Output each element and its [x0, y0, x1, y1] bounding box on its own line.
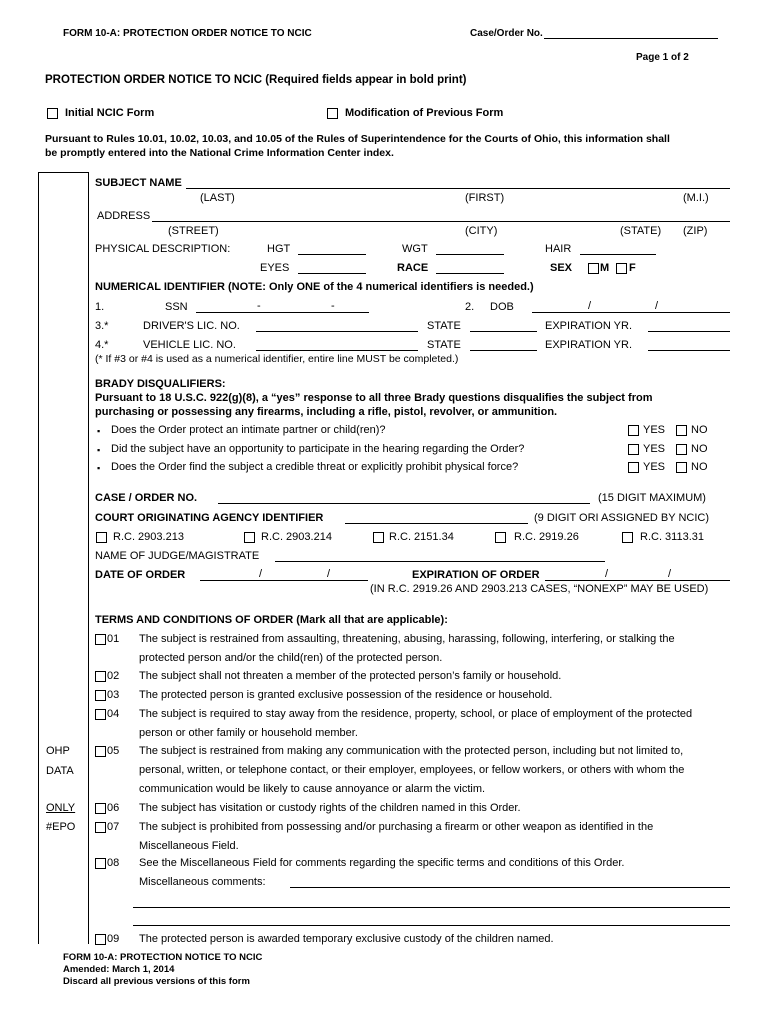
num3-label: 3.* [95, 320, 109, 332]
sex-m-label: M [600, 262, 610, 274]
term-01-code: 01 [107, 633, 120, 645]
judge-field[interactable] [275, 561, 605, 562]
term-02-text: The subject shall not threaten a member of the protected person’s family or household. [139, 670, 562, 682]
side-ohp-label: OHP [46, 745, 70, 757]
vehicle-state-label: STATE [427, 339, 461, 351]
rc-2903214-checkbox[interactable] [244, 532, 255, 543]
vehicle-exp-label: EXPIRATION YR. [545, 339, 633, 351]
first-label: (FIRST) [465, 192, 505, 204]
side-epo-label: #EPO [46, 821, 76, 833]
expiration-note: (IN R.C. 2919.26 AND 2903.213 CASES, “NONEXP” MAY BE USED) [370, 583, 709, 595]
side-left-border [38, 172, 39, 944]
drivers-state-field[interactable] [470, 331, 537, 332]
ssn-field[interactable] [196, 312, 369, 313]
case-order-note: (15 DIGIT MAXIMUM) [598, 492, 706, 504]
hair-field[interactable] [580, 254, 656, 255]
mi-label: (M.I.) [683, 192, 709, 204]
side-data-label: DATA [46, 765, 74, 777]
brady-q2-yes-checkbox[interactable] [628, 444, 639, 455]
rc-215134-label: R.C. 2151.34 [389, 531, 454, 543]
case-order-no-label: CASE / ORDER NO. [95, 492, 198, 504]
drivers-exp-field[interactable] [648, 331, 730, 332]
brady-text-2: purchasing or possessing any firearms, including a rifle, pistol, revolver, or ammunition. [95, 406, 558, 418]
term-07-code: 07 [107, 821, 120, 833]
term-04-text-1: The subject is required to stay away from the residence, property, school, or place of employment of the protected [139, 708, 693, 720]
rc-215134-checkbox[interactable] [373, 532, 384, 543]
misc-comments-field-3[interactable] [133, 925, 730, 926]
term-04-code: 04 [107, 708, 120, 720]
rc-291926-label: R.C. 2919.26 [514, 531, 579, 543]
term-09-code: 09 [107, 933, 120, 945]
wgt-field[interactable] [436, 254, 504, 255]
vehicle-lic-field[interactable] [256, 350, 418, 351]
numerical-identifier-heading: NUMERICAL IDENTIFIER (NOTE: Only ONE of the 4 numerical identifiers is needed.) [95, 281, 534, 293]
date-of-order-field[interactable] [200, 580, 368, 581]
drivers-state-label: STATE [427, 320, 461, 332]
brady-text-1: Pursuant to 18 U.S.C. 922(g)(8), a “yes” response to all three Brady questions disqualifies the subject from [95, 392, 653, 404]
initial-ncic-label: Initial NCIC Form [65, 107, 155, 119]
eyes-field[interactable] [298, 273, 366, 274]
term-06-checkbox[interactable] [95, 803, 106, 814]
side-only-label: ONLY [46, 802, 76, 814]
exp-slash-2: / [668, 568, 672, 580]
brady-q1-no-checkbox[interactable] [676, 425, 687, 436]
rc-291926-checkbox[interactable] [495, 532, 506, 543]
brady-q3-no-label: NO [691, 461, 708, 473]
pursuant-text-1: Pursuant to Rules 10.01, 10.02, 10.03, and 10.05 of the Rules of Superintendence for the Courts of Ohio, this information shall [45, 133, 670, 145]
initial-ncic-checkbox[interactable] [47, 108, 58, 119]
brady-q3: Does the Order find the subject a credible threat or explicitly prohibit physical force? [111, 461, 519, 473]
brady-q2: Did the subject have an opportunity to participate in the hearing regarding the Order? [111, 443, 525, 455]
rc-311331-label: R.C. 3113.31 [640, 531, 705, 543]
term-05-code: 05 [107, 745, 120, 757]
rc-2903214-label: R.C. 2903.214 [261, 531, 332, 543]
num4-label: 4.* [95, 339, 109, 351]
term-08-code: 08 [107, 857, 120, 869]
term-01-text-1: The subject is restrained from assaulting, threatening, abusing, harassing, following, interfering, or stalking the [139, 633, 675, 645]
brady-q3-no-checkbox[interactable] [676, 462, 687, 473]
case-order-no-field[interactable] [218, 503, 590, 504]
numerical-note: (* If #3 or #4 is used as a numerical identifier, entire line MUST be completed.) [95, 353, 459, 365]
state-label: (STATE) [620, 225, 662, 237]
term-01-checkbox[interactable] [95, 634, 106, 645]
modification-checkbox[interactable] [327, 108, 338, 119]
misc-comments-field-1[interactable] [290, 887, 730, 888]
misc-comments-field-2[interactable] [133, 907, 730, 908]
brady-q3-yes-label: YES [643, 461, 666, 473]
address-field[interactable] [152, 221, 730, 222]
brady-heading: BRADY DISQUALIFIERS: [95, 378, 226, 390]
drivers-lic-field[interactable] [256, 331, 418, 332]
term-05-text-1: The subject is restrained from making any communication with the protected person, including but not limited to, [139, 745, 684, 757]
term-07-checkbox[interactable] [95, 822, 106, 833]
brady-q1: Does the Order protect an intimate partner or child(ren)? [111, 424, 386, 436]
eyes-label: EYES [260, 262, 290, 274]
brady-q1-yes-checkbox[interactable] [628, 425, 639, 436]
num2-label: 2. [465, 301, 475, 313]
brady-q1-yes-label: YES [643, 424, 666, 436]
term-03-text: The protected person is granted exclusive possession of the residence or household. [139, 689, 553, 701]
date-of-order-label: DATE OF ORDER [95, 569, 186, 581]
side-top-line [38, 172, 88, 173]
term-03-checkbox[interactable] [95, 690, 106, 701]
expiration-of-order-label: EXPIRATION OF ORDER [412, 569, 540, 581]
sex-f-checkbox[interactable] [616, 263, 627, 274]
rc-2903213-checkbox[interactable] [96, 532, 107, 543]
ssn-dash-2: - [331, 300, 335, 312]
misc-comments-label: Miscellaneous comments: [139, 876, 266, 888]
wgt-label: WGT [402, 243, 428, 255]
sex-m-checkbox[interactable] [588, 263, 599, 274]
ssn-label: SSN [165, 301, 188, 313]
vehicle-state-field[interactable] [470, 350, 537, 351]
court-agency-label: COURT ORIGINATING AGENCY IDENTIFIER [95, 512, 324, 524]
vehicle-exp-field[interactable] [648, 350, 730, 351]
sex-f-label: F [629, 262, 636, 274]
zip-label: (ZIP) [683, 225, 708, 237]
modification-label: Modification of Previous Form [345, 107, 504, 119]
case-order-label: Case/Order No. [470, 28, 543, 39]
hair-label: HAIR [545, 243, 572, 255]
subject-name-label: SUBJECT NAME [95, 177, 182, 189]
expiration-of-order-field[interactable] [545, 580, 730, 581]
subject-name-field[interactable] [186, 188, 730, 189]
hgt-field[interactable] [298, 254, 366, 255]
term-07-text-1: The subject is prohibited from possessing and/or purchasing a firearm or other weapon as identified in the [139, 821, 654, 833]
court-agency-note: (9 DIGIT ORI ASSIGNED BY NCIC) [534, 512, 710, 524]
ssn-dash-1: - [257, 300, 261, 312]
term-04-text-2: person or other family or household member. [139, 727, 358, 739]
terms-heading: TERMS AND CONDITIONS OF ORDER (Mark all that are applicable): [95, 614, 448, 626]
city-label: (CITY) [465, 225, 498, 237]
term-01-text-2: protected person and/or the child(ren) of the protected person. [139, 652, 443, 664]
term-06-text: The subject has visitation or custody rights of the children named in this Order. [139, 802, 521, 814]
sex-label: SEX [550, 262, 573, 274]
drivers-lic-label: DRIVER'S LIC. NO. [143, 320, 240, 332]
drivers-exp-label: EXPIRATION YR. [545, 320, 633, 332]
form-title-header: FORM 10-A: PROTECTION ORDER NOTICE TO NCIC [63, 28, 312, 39]
court-agency-field[interactable] [345, 523, 528, 524]
term-05-checkbox[interactable] [95, 746, 106, 757]
pursuant-text-2: be promptly entered into the National Crime Information Center index. [45, 147, 394, 159]
brady-q2-no-label: NO [691, 443, 708, 455]
term-07-text-2: Miscellaneous Field. [139, 840, 239, 852]
footer-form-title: FORM 10-A: PROTECTION NOTICE TO NCIC [63, 952, 263, 963]
exp-slash-1: / [605, 568, 609, 580]
term-05-text-2: personal, written, or telephone contact, or their employer, employees, or fellow workers, or others with whom the [139, 764, 685, 776]
side-right-border [88, 172, 89, 944]
street-label: (STREET) [168, 225, 219, 237]
brady-q2-no-checkbox[interactable] [676, 444, 687, 455]
rc-311331-checkbox[interactable] [622, 532, 633, 543]
footer-amended: Amended: March 1, 2014 [63, 964, 175, 975]
term-04-checkbox[interactable] [95, 709, 106, 720]
term-06-code: 06 [107, 802, 120, 814]
date-slash-1: / [259, 568, 263, 580]
dob-slash-1: / [588, 300, 592, 312]
date-slash-2: / [327, 568, 331, 580]
page-title: PROTECTION ORDER NOTICE TO NCIC (Required fields appear in bold print) [45, 74, 467, 86]
term-08-checkbox[interactable] [95, 858, 106, 869]
term-09-checkbox[interactable] [95, 934, 106, 945]
footer-discard-note: Discard all previous versions of this form [63, 976, 250, 987]
term-09-text: The protected person is awarded temporary exclusive custody of the children named. [139, 933, 554, 945]
race-field[interactable] [436, 273, 504, 274]
brady-q3-yes-checkbox[interactable] [628, 462, 639, 473]
dob-label: DOB [490, 301, 514, 313]
brady-q1-no-label: NO [691, 424, 708, 436]
term-02-checkbox[interactable] [95, 671, 106, 682]
term-08-text: See the Miscellaneous Field for comments regarding the specific terms and conditions of this Order. [139, 857, 625, 869]
brady-q2-yes-label: YES [643, 443, 666, 455]
term-05-text-3: communication would be likely to cause annoyance or alarm the victim. [139, 783, 486, 795]
physical-description-label: PHYSICAL DESCRIPTION: [95, 243, 231, 255]
race-label: RACE [397, 262, 429, 274]
last-label: (LAST) [200, 192, 235, 204]
hgt-label: HGT [267, 243, 291, 255]
dob-field[interactable] [532, 312, 730, 313]
term-02-code: 02 [107, 670, 120, 682]
address-label: ADDRESS [97, 210, 151, 222]
vehicle-lic-label: VEHICLE LIC. NO. [143, 339, 236, 351]
term-03-code: 03 [107, 689, 120, 701]
num1-label: 1. [95, 301, 105, 313]
dob-slash-2: / [655, 300, 659, 312]
rc-2903213-label: R.C. 2903.213 [113, 531, 184, 543]
page-number: Page 1 of 2 [636, 52, 689, 63]
judge-label: NAME OF JUDGE/MAGISTRATE [95, 550, 260, 562]
case-order-field[interactable] [544, 38, 718, 39]
